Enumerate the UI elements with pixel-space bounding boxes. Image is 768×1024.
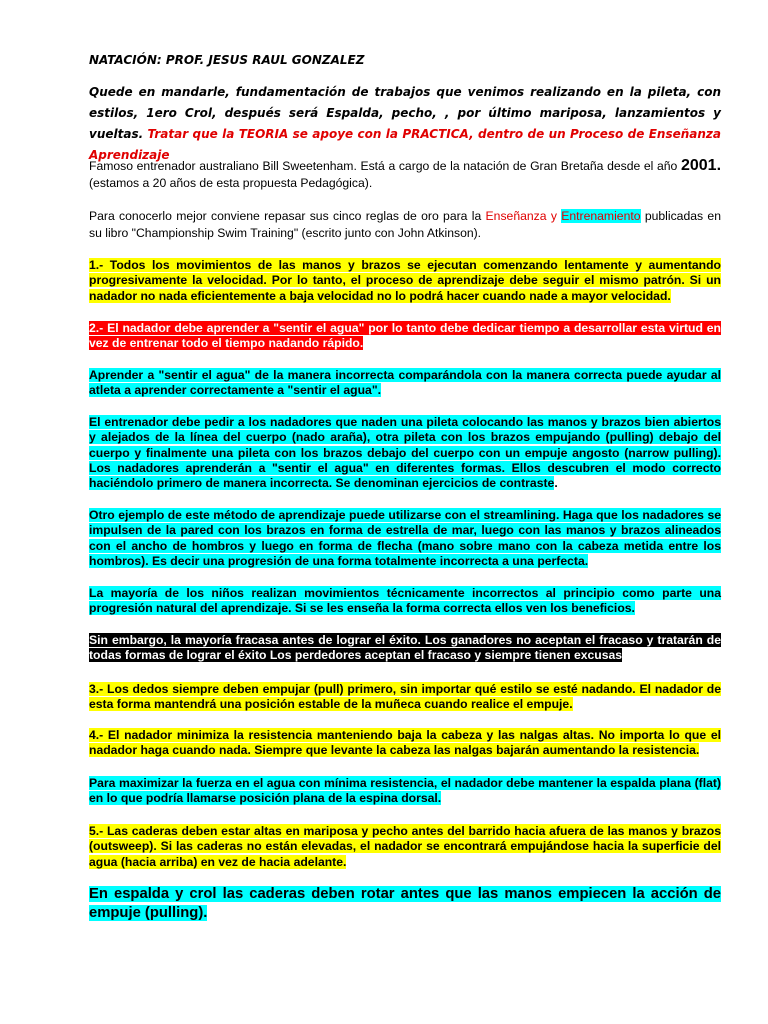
rule-2-text: .- El nadador debe aprender a "sentir el agua" por lo tanto debe dedicar tiempo a desarrollar esta virtud en vez de entrenar todo el tiempo nadando rápido. [89,321,721,351]
rule-3 [89,682,721,713]
failure-text: Sin embargo, la mayoría fracasa antes de lograr el éxito. Los ganadores no aceptan el fracaso y tratarán de todas formas de lograr el éxito Los perdedores aceptan el fracaso y siempre tienen excusas [89,633,721,663]
rule-1 [89,258,721,304]
learn-text: Aprender a "sentir el agua" de la manera incorrecta comparándola con la manera correcta puede ayudar al atleta a aprender correctamente a "sentir el agua". [89,368,721,398]
streamline-paragraph [89,508,721,569]
rules-intro-rest: publicadas en su libro "Championship Swim Training" (escrito junto con John Atkinson). [89,209,721,240]
intro-text: Quede en mandarle, fundamentación de trabajos que venimos realizando en la pileta, con estilos, 1ero Crol, después será Espalda, pecho, , por último mariposa, lanzamientos y vueltas. [89,85,721,141]
rule-3-text: 3.- Los dedos siempre deben empujar (pull) primero, sin importar qué estilo se esté nadando. El nadador de esta forma mantendrá una posición estable de la muñeca cuando realice el empuje. [89,682,721,712]
learn-paragraph [89,368,721,399]
bio-period: . [368,176,373,190]
coach-period: . [554,476,558,491]
bio-paragraph [89,157,721,192]
flat-text: Para maximizar la fuerza en el agua con mínima resistencia, el nadador debe mantener la espalda plana (flat) en lo que podría llamarse posición plana de la espina dorsal. [89,776,721,806]
streamline-text: Otro ejemplo de este método de aprendizaje puede utilizarse con el streamlining. Haga que los nadadores se impulsen de la pared con los brazos en forma de estrella de mar, luego con las manos y brazos alineados con el ancho de hombros y luego en forma de flecha (mano sobre mano con la cabeza metida entre los hombros). Es decir una progresión de una forma totalmente incorrecta a una perfecta. [89,508,721,568]
rules-intro-highlight: Entrenamiento [561,209,641,223]
rule-5-text: 5.- Las caderas deben estar altas en mariposa y pecho antes del barrido hacia afuera de las manos y brazos (outsweep). Si las caderas no están elevadas, el nadador se encontrará empujándose hacia la superficie del agua (hacia arriba) en vez de hacia adelante. [89,824,721,869]
final-paragraph [89,885,721,923]
title-text: NATACIÓN: PROF. JESUS RAUL GONZALEZ [89,53,365,67]
rule-2 [89,321,721,352]
rule-4-text: 4.- El nadador minimiza la resistencia manteniendo baja la cabeza y las nalgas altas. No importa lo que el nadador haga cuando nada. Siempre que levante la cabeza las nalgas bajarán aumentando la resistencia. [89,728,721,758]
document-title [89,53,721,67]
rule-2-number: 2 [89,321,96,335]
kids-paragraph [89,586,721,617]
final-text: En espalda y crol las caderas deben rotar antes que las manos empiecen la acción de empuje (pulling). [89,886,721,921]
rule-5 [89,824,721,870]
coach-text: El entrenador debe pedir a los nadadores que naden una pileta colocando las manos y brazos bien abiertos y alejados de la línea del cuerpo (nado araña), otra pileta con los brazos empujando (pulling) debajo del cuerpo y finalmente una pileta con los brazos debajo del cuerpo con un empuje angosto (narrow pulling). Los nadadores aprenderán a "sentir el agua" en diferentes formas. Ellos descubren el modo correcto haciéndolo primero de manera incorrecta. Se denominan ejercicios de contraste [89,415,721,491]
rule-4 [89,728,721,759]
failure-paragraph [89,633,721,664]
rules-intro-red: Enseñanza y [485,209,557,223]
coach-paragraph [89,415,721,491]
bio-text: Famoso entrenador australiano Bill Sweetenham. Está a cargo de la natación de Gran Bretaña desde el año [89,159,678,173]
rules-intro-text: Para conocerlo mejor conviene repasar sus cinco reglas de oro para la [89,209,482,223]
flat-paragraph [89,776,721,807]
kids-text: La mayoría de los niños realizan movimientos técnicamente incorrectos al principio como parte una progresión natural del aprendizaje. Si se les enseña la forma correcta ellos ven los beneficios. [89,586,721,616]
rules-intro-paragraph [89,208,721,242]
intro-paragraph [89,82,721,166]
bio-note: (estamos a 20 años de esta propuesta Pedagógica) [89,176,369,190]
intro-red-text: Tratar que la TEORIA se apoye con la PRACTICA, dentro de un Proceso de Enseñanza Aprendizaje [89,127,721,162]
bio-year: 2001. [680,157,722,174]
rule-1-text: 1.- Todos los movimientos de las manos y brazos se ejecutan comenzando lentamente y aumentando progresivamente la velocidad. Por lo tanto, el proceso de aprendizaje debe seguir el mismo patrón. Si un nadador no nada eficientemente a baja velocidad no lo podrá hacer cuando nade a mayor velocidad. [89,258,721,303]
